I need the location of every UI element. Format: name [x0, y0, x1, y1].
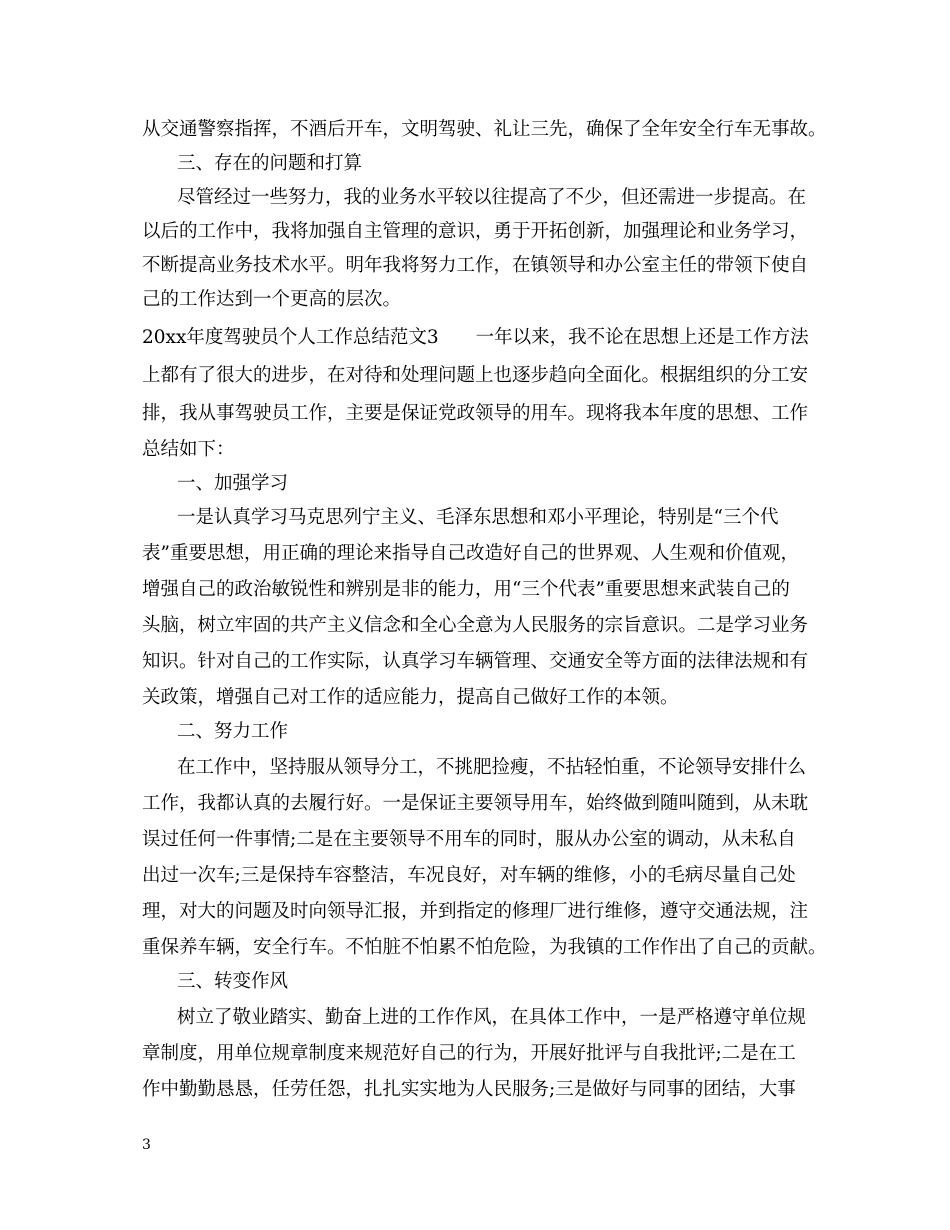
body-text-line: 章制度，用单位规章制度来规范好自己的行为，开展好批评与自我批评;二是在工 — [142, 1043, 796, 1064]
body-text-line: 出过一次车;三是保持车容整洁，车况良好，对车辆的维修，小的毛病尽量自己处 — [142, 865, 796, 886]
section-heading: 二、努力工作 — [177, 721, 289, 742]
body-text-line: 作中勤勤恳恳，任劳任怨，扎扎实实地为人民服务;三是做好与同事的团结，大事 — [142, 1079, 796, 1100]
body-text-line: 重保养车辆，安全行车。不怕脏不怕累不怕危险，为我镇的工作作出了自己的贡献。 — [142, 937, 827, 958]
body-text-line: 在工作中，坚持服从领导分工，不挑肥捡瘦，不拈轻怕重，不论领导安排什么 — [177, 757, 807, 778]
body-text-line: 树立了敬业踏实、勤奋上进的工作作风，在具体工作中，一是严格遵守单位规 — [177, 1007, 807, 1028]
body-text-line: 理，对大的问题及时向领导汇报，并到指定的修理厂进行维修，遵守交通法规，注 — [142, 901, 809, 922]
body-text-line: 关政策，增强自己对工作的适应能力，提高自己做好工作的本领。 — [142, 687, 679, 708]
body-text-line: 总结如下： — [142, 439, 235, 460]
section-heading: 一、加强学习 — [177, 473, 289, 494]
body-text-line: 不断提高业务技术水平。明年我将努力工作，在镇领导和办公室主任的带领下使自 — [142, 255, 809, 276]
page-number: 3 — [142, 1137, 151, 1153]
body-text-line: 增强自己的政治敏锐性和辨别是非的能力，用“三个代表”重要思想来武装自己的 — [142, 579, 790, 600]
body-text-line: 误过任何一件事情;二是在主要领导不用车的同时，服从办公室的调动，从未私自 — [142, 829, 796, 850]
body-text-line: 上都有了很大的进步，在对待和处理问题上也逐步趋向全面化。根据组织的分工安 — [142, 365, 809, 386]
body-text-line: 己的工作达到一个更高的层次。 — [142, 289, 402, 310]
body-text-line: 一是认真学习马克思列宁主义、毛泽东思想和邓小平理论，特别是“三个代 — [177, 507, 779, 528]
body-text-line: 以后的工作中，我将加强自主管理的意识，勇于开拓创新，加强理论和业务学习， — [142, 221, 809, 242]
body-text-line: 头脑，树立牢固的共产主义信念和全心全意为人民服务的宗旨意识。二是学习业务 — [142, 615, 809, 636]
body-text-line: 排，我从事驾驶员工作，主要是保证党政领导的用车。现将我本年度的思想、工作 — [142, 403, 809, 424]
body-text-line: 知识。针对自己的工作实际，认真学习车辆管理、交通安全等方面的法律法规和有 — [142, 651, 809, 672]
section-heading: 三、转变作风 — [177, 971, 289, 992]
body-text-line: 尽管经过一些努力，我的业务水平较以往提高了不少，但还需进一步提高。在 — [177, 187, 807, 208]
article-title-line: 20xx年度驾驶员个人工作总结范文3 一年以来，我不论在思想上还是工作方法 — [142, 327, 809, 348]
body-text-line: 工作，我都认真的去履行好。一是保证主要领导用车，始终做到随叫随到，从未耽 — [142, 793, 809, 814]
body-text-line: 表”重要思想，用正确的理论来指导自己改造好自己的世界观、人生观和价值观， — [142, 543, 799, 564]
body-text-line: 从交通警察指挥，不酒后开车，文明驾驶、礼让三先，确保了全年安全行车无事故。 — [142, 119, 827, 140]
section-heading: 三、存在的问题和打算 — [177, 153, 363, 174]
